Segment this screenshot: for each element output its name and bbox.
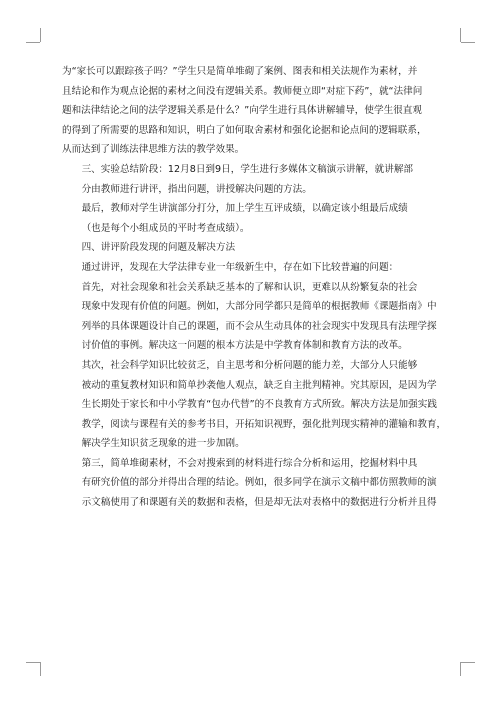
text-line: 其次，社会科学知识比较贫乏，自主思考和分析问题的能力差，大部分人只能够 — [81, 359, 418, 371]
crop-mark-bottom-right — [460, 662, 461, 676]
text-line: 且结论和作为观点论据的素材之间没有逻辑关系。教师便立即“对症下药”，就“法律问 — [62, 85, 423, 97]
text-line: 教学，阅读与课程有关的参考书目，开拓知识视野，强化批判现实精神的灌输和教育， — [81, 418, 447, 430]
text-line: （也是每个小组成员的平时考查成绩）。 — [81, 222, 250, 234]
paragraph — [62, 258, 440, 278]
text-line: 从而达到了训练法律思维方法的教学效果。 — [62, 144, 245, 156]
text-line: 最后，教师对学生讲演部分打分，加上学生互评成绩，以确定该小组最后成绩 — [81, 203, 408, 215]
crop-mark-bottom-left — [40, 662, 41, 676]
text-line: 三、实验总结阶段：12月8日到9日，学生进行多媒体文稿演示讲解，就讲解部 — [81, 163, 414, 175]
text-line: 第三，简单堆砌素材，不会对搜索到的材料进行综合分析和运用，挖掘材料中具 — [81, 457, 418, 469]
text-line: 讨价值的事例。解决这一问题的根本方法是中学教育体制和教育方法的改革。 — [81, 340, 408, 352]
paragraph — [62, 62, 440, 160]
text-line: 题和法律结论之间的法学逻辑关系是什么？”向学生进行具体讲解辅导，使学生很直观 — [62, 105, 422, 117]
crop-mark-top-right — [460, 28, 461, 42]
crop-mark-top-left — [40, 28, 41, 42]
paragraph — [62, 356, 447, 454]
paragraph — [62, 278, 440, 356]
text-line: 四、讲评阶段发现的问题及解决方法 — [81, 242, 236, 254]
paragraph — [62, 160, 440, 199]
text-line: 示文稿使用了和课题有关的数据和表格，但是却无法对表格中的数据进行分析并且得 — [81, 497, 437, 509]
text-line: 有研究价值的部分并得出合理的结论。例如，很多同学在演示文稿中都仿照教师的演 — [81, 477, 437, 489]
text-line: 现象中发现有价值的问题。例如，大部分同学都只是简单的根据教师《课题指南》中 — [81, 301, 437, 313]
text-line: 解决学生知识贫乏现象的进一步加剧。 — [81, 438, 245, 450]
text-line: 被动的重复教材知识和简单抄袭他人观点，缺乏自主批判精神。究其原因，是因为学 — [81, 379, 437, 391]
text-line: 通过讲评，发现在大学法律专业一年级新生中，存在如下比较普遍的问题： — [81, 261, 399, 273]
crop-mark-top-left — [26, 42, 40, 43]
text-line: 列举的具体课题设计自己的课题，而不会从生动具体的社会现实中发现具有法理学探 — [81, 320, 437, 332]
paragraph — [62, 199, 440, 238]
document-body — [62, 62, 447, 513]
crop-mark-bottom-right — [461, 662, 475, 663]
paragraph — [62, 238, 440, 258]
crop-mark-bottom-left — [26, 662, 40, 663]
paragraph — [62, 454, 440, 513]
text-line: 分由教师进行讲评，指出问题，讲授解决问题的方法。 — [81, 183, 312, 195]
text-line: 生长期处于家长和中小学教育“包办代替”的不良教育方式所致。解决方法是加强实践 — [81, 399, 437, 411]
crop-mark-top-right — [461, 42, 475, 43]
text-line: 为“家长可以跟踪孩子吗？”学生只是简单堆砌了案例、图表和相关法规作为素材，并 — [62, 66, 418, 77]
text-line: 首先，对社会现象和社会关系缺乏基本的了解和认识，更难以从纷繁复杂的社会 — [81, 281, 418, 293]
text-line: 的得到了所需要的思路和知识，明白了如何取舍素材和强化论据和论点间的逻辑联系， — [62, 124, 427, 136]
